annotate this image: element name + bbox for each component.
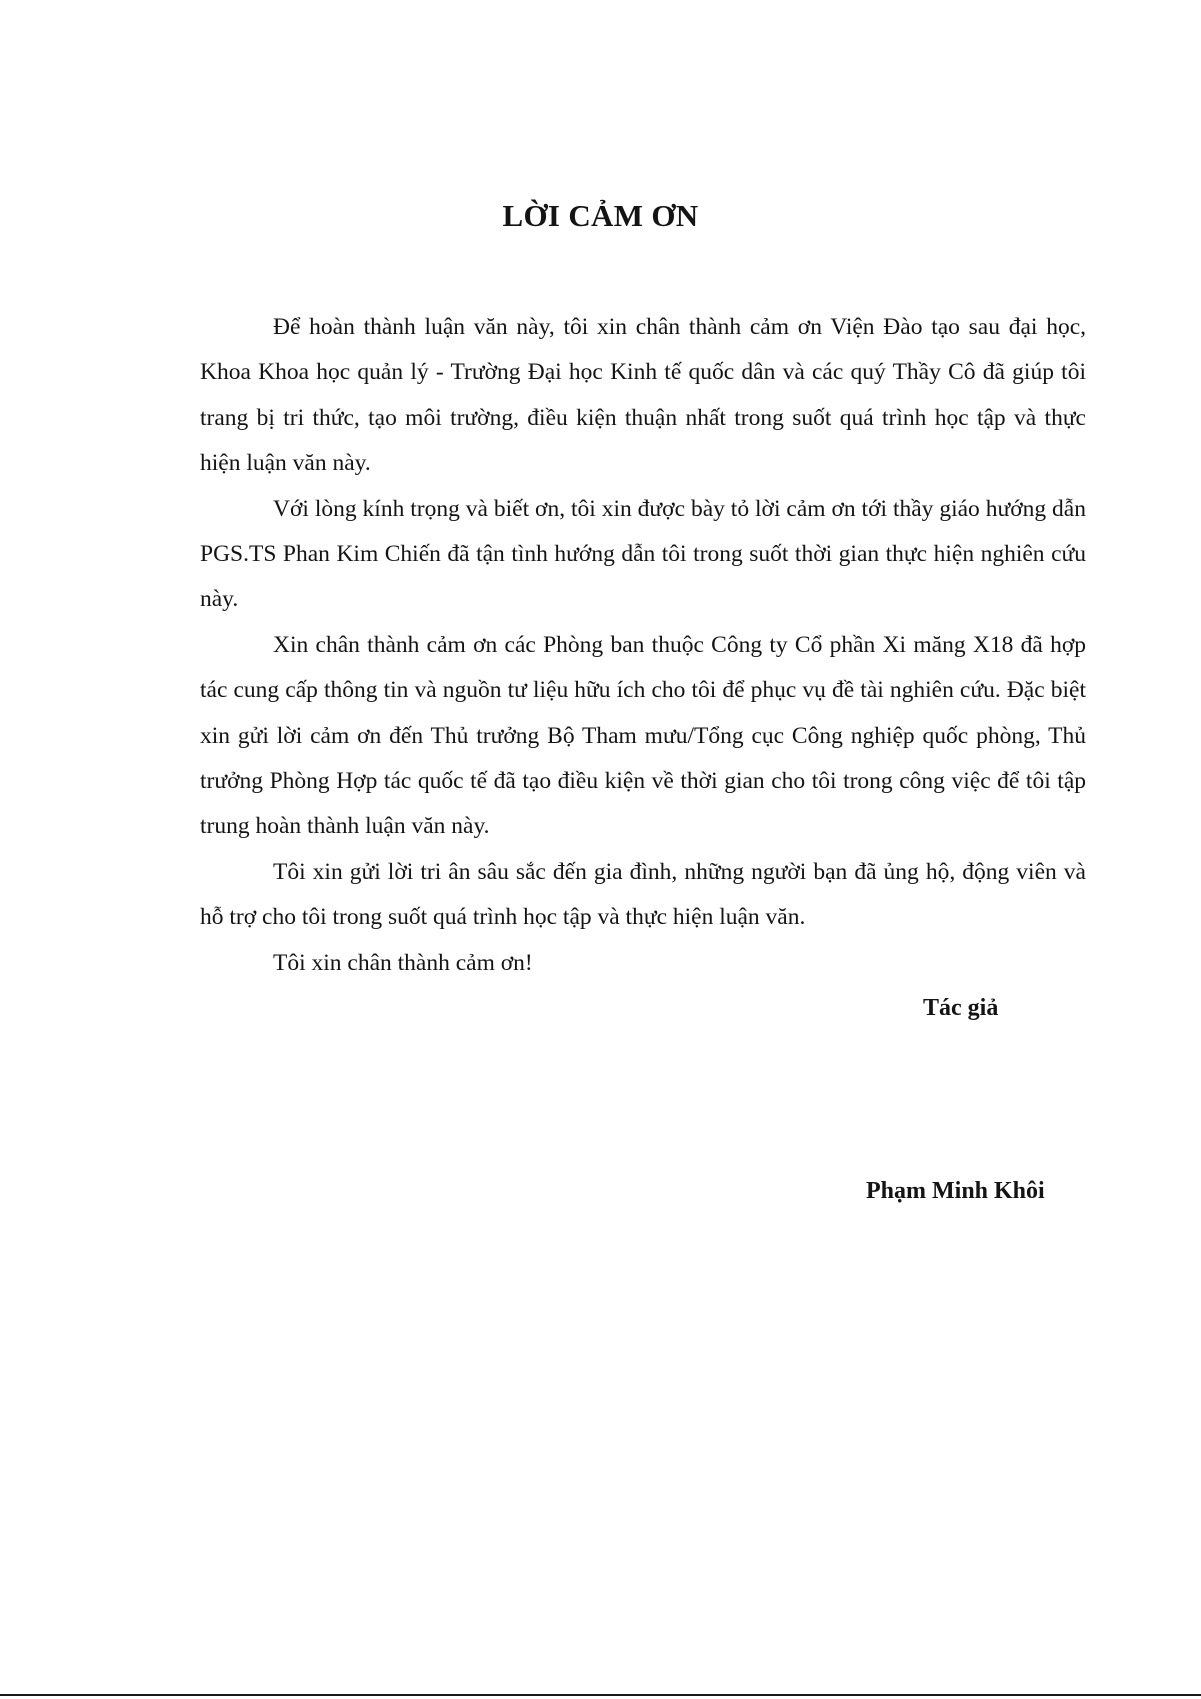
paragraph-thanks-family: Tôi xin gửi lời tri ân sâu sắc đến gia đình, những người bạn đã ủng hộ, động viên và hỗ trợ cho tôi trong suốt quá trình học tập và thực hiện luận văn. — [200, 858, 1086, 931]
signature-role: Tác giả — [923, 995, 999, 1021]
acknowledgement-body — [200, 305, 1086, 986]
signature-name: Phạm Minh Khôi — [866, 1178, 1045, 1204]
paragraph-thanks-supervisor: Với lòng kính trọng và biết ơn, tôi xin được bày tỏ lời cảm ơn tới thầy giáo hướng dẫn PGS.TS Phan Kim Chiến đã tận tình hướng dẫn tôi trong suốt thời gian thực hiện nghiên cứu này. — [200, 495, 1086, 613]
paragraph-thanks-institute: Để hoàn thành luận văn này, tôi xin chân thành cảm ơn Viện Đào tạo sau đại học, Khoa Khoa học quản lý - Trường Đại học Kinh tế quốc dân và các quý Thầy Cô đã giúp tôi trang bị tri thức, tạo môi trường, điều kiện thuận nhất trong suốt quá trình học tập và thực hiện luận văn này. — [200, 314, 1086, 477]
page-title: LỜI CẢM ƠN — [502, 198, 699, 233]
page-bottom-border — [0, 1694, 1201, 1696]
paragraph-thanks-company: Xin chân thành cảm ơn các Phòng ban thuộc Công ty Cổ phần Xi măng X18 đã hợp tác cung cấp thông tin và nguồn tư liệu hữu ích cho tôi để phục vụ đề tài nghiên cứu. Đặc biệt xin gửi lời cảm ơn đến Thủ trưởng Bộ Tham mưu/Tổng cục Công nghiệp quốc phòng, Thủ trưởng Phòng Hợp tác quốc tế đã tạo điều kiện về thời gian cho tôi trong công việc để tôi tập trung hoàn thành luận văn này. — [200, 631, 1086, 840]
paragraph-closing: Tôi xin chân thành cảm ơn! — [273, 949, 533, 976]
